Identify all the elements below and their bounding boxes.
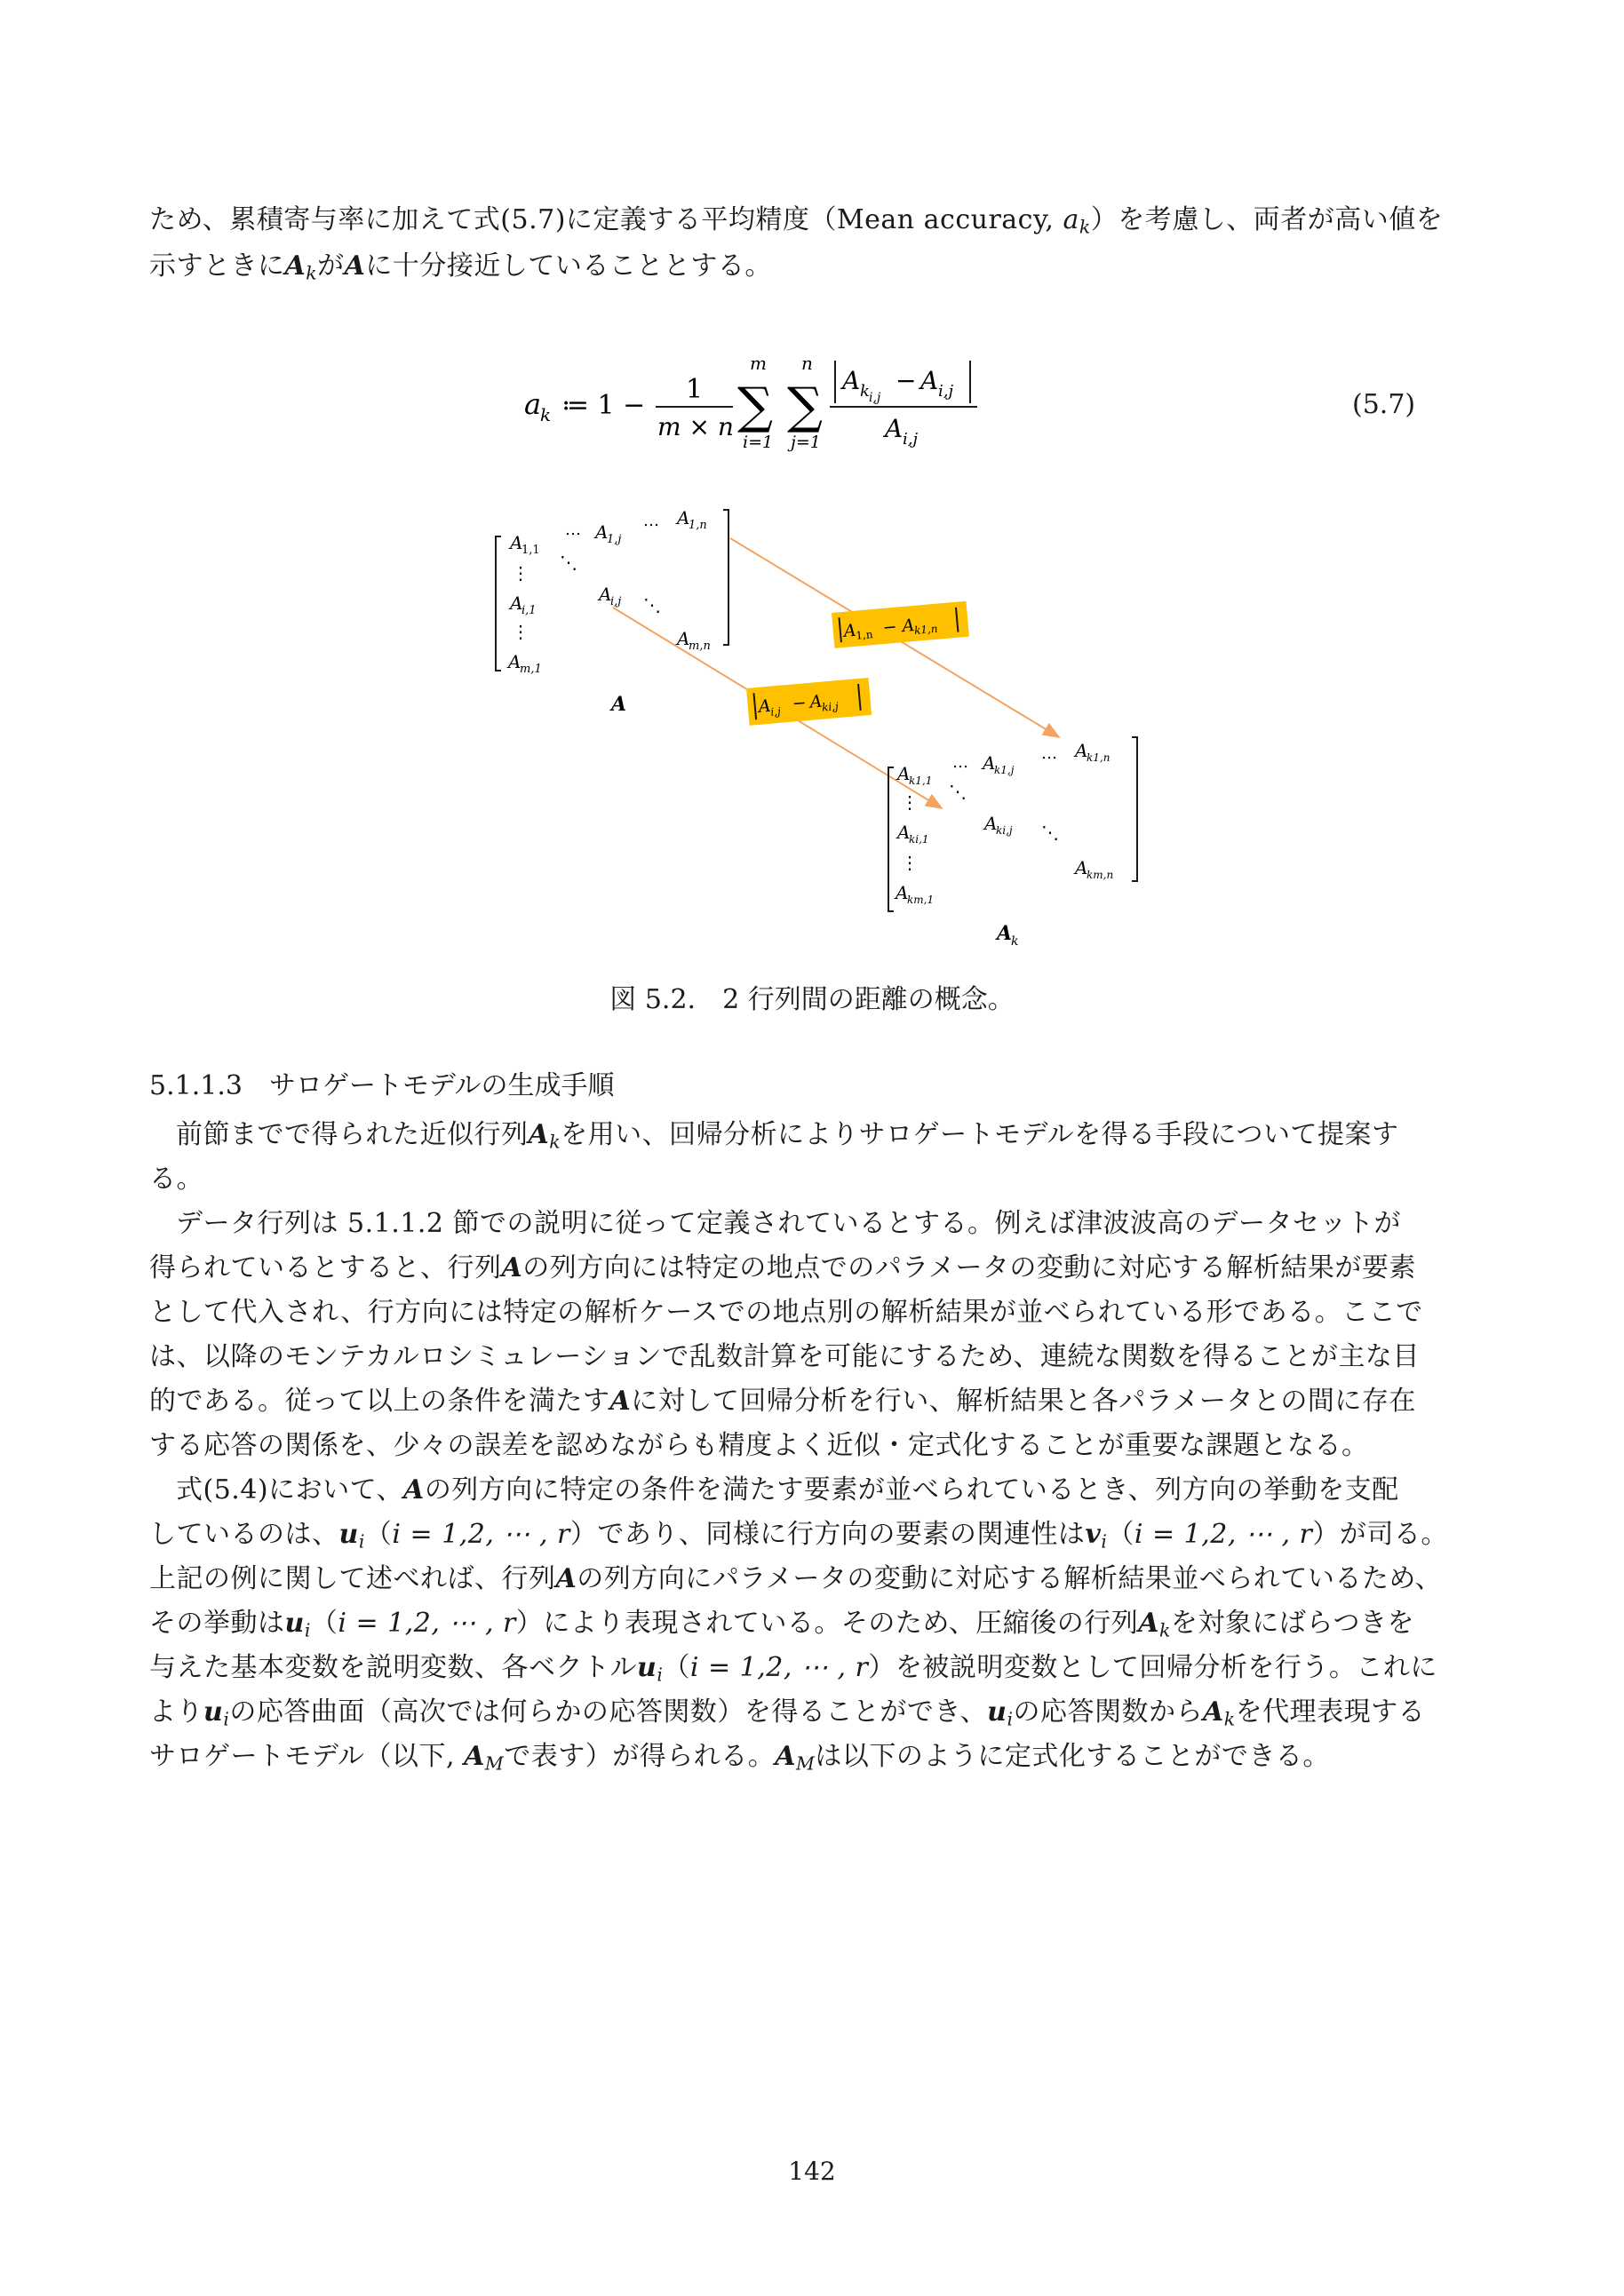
eq-lhs-sub: k (540, 404, 552, 425)
svg-text:⋮: ⋮ (512, 621, 529, 642)
svg-text:k1,n: k1,n (913, 622, 939, 637)
eq-frac-denominator: m × n (657, 412, 734, 441)
eq-num-Ak: A (842, 366, 861, 395)
svg-text:km,1: km,1 (907, 894, 935, 906)
svg-text:ki,j: ki,j (821, 700, 840, 714)
figure-caption: 図 5.2. 2 行列間の距離の概念。 (609, 984, 1015, 1015)
svg-text:km,n: km,n (1087, 869, 1114, 881)
ak11: A (897, 763, 911, 784)
svg-text:m,n: m,n (689, 640, 711, 653)
body-p3-line-4: その挙動は$u_i(i = 1,2$, ⋯ , r）により表現されている。そのため、圧縮後の行列$A_k$を対象にばらつきを (149, 1608, 1415, 1641)
eq-sum1-upper: m (750, 353, 767, 374)
svg-text:i,j: i,j (769, 704, 782, 719)
svg-text:⋮: ⋮ (512, 562, 529, 584)
body-p1-line-2: る。 (149, 1164, 203, 1195)
svg-text:1,1: 1,1 (521, 544, 540, 557)
svg-text:…: … (952, 753, 968, 772)
svg-text:1,j: 1,j (607, 533, 622, 546)
eq-sum2-upper: n (801, 353, 813, 374)
matrix-a-right-bracket (723, 510, 728, 645)
svg-text:…: … (1041, 744, 1057, 763)
figure-matrix-distance (480, 497, 1155, 959)
svg-text:ki,1: ki,1 (909, 833, 929, 846)
a1j: A (595, 521, 609, 543)
body-p2-line-4: は、以降のモンテカルロシミュレーションで乱数計算を可能にするため、連続な関数を得ることが主な目 (149, 1341, 1420, 1372)
matrix-ak-label: A (997, 922, 1013, 945)
body-p2-line-5: 的である。従って以上の条件を満たすAに対して回帰分析を行い、解析結果と各パラメータとの間に存在 (149, 1386, 1416, 1417)
matrix-a-label: A (611, 693, 627, 716)
body-p3-line-7: サロゲートモデル（以下, $A_M$で表す）が得られる。$A_M$は以下のように定式化することができる。 (149, 1741, 1330, 1775)
svg-text:k1,n: k1,n (1087, 751, 1111, 764)
svg-text:k1,1: k1,1 (909, 775, 933, 787)
matrix-ak-right-bracket (1132, 737, 1137, 881)
eq-sum1-lower: i=1 (743, 433, 774, 452)
svg-text:ki,j: ki,j (996, 824, 1013, 837)
matrix-ak-left-bracket (888, 767, 894, 911)
akm1: A (896, 882, 909, 903)
body-p1-line-1: 前節までで得られた近似行列$A_k$を用い、回帰分析によりサロゲートモデルを得る手段について提案す (176, 1119, 1399, 1153)
svg-text:1,n: 1,n (689, 519, 707, 532)
body-p3-line-5: 与えた基本変数を説明変数、各ベクトル$u_i(i = 1,2$, ⋯ , r）を被説明変数として回帰分析を行う。これに (149, 1652, 1437, 1686)
intro-line-2: 示すときに$A_k$がAに十分接近していることとする。 (149, 250, 772, 284)
highlight-box-1n (832, 601, 969, 648)
eq-num-k: k (860, 382, 870, 401)
section-heading: 5.1.1.3 サロゲートモデルの生成手順 (149, 1070, 615, 1101)
svg-text:A: A (901, 615, 916, 637)
akmn: A (1075, 857, 1088, 878)
eq-frac-numerator: 1 (686, 374, 704, 405)
svg-text:⋱: ⋱ (1041, 822, 1059, 843)
math-symbol: A (344, 250, 366, 282)
svg-text:⋱: ⋱ (643, 594, 661, 616)
svg-text:A: A (757, 695, 772, 717)
eq-den-sub: i,j (903, 430, 919, 449)
body-p2-line-1: データ行列は 5.1.1.2 節での説明に従って定義されているとする。例えば津波波高のデータセットが (176, 1208, 1402, 1239)
svg-text:1,n: 1,n (855, 628, 874, 642)
eq-lhs: a (524, 387, 542, 421)
math-symbol: a (1063, 204, 1079, 235)
page-number: 142 (788, 2157, 836, 2186)
matrix-a-left-bracket (496, 536, 501, 671)
eq-num-A: A (920, 366, 939, 395)
am1: A (508, 651, 521, 672)
math-symbol: A (284, 250, 306, 282)
a1n: A (677, 507, 690, 528)
svg-text:k: k (1011, 934, 1019, 949)
svg-text:⋱: ⋱ (949, 781, 967, 802)
body-p2-line-3: として代入され、行方向には特定の解析ケースでの地点別の解析結果が並べられている形である。ここで (149, 1297, 1423, 1328)
ai1: A (510, 592, 523, 614)
eq-num-ij: i,j (869, 391, 881, 405)
body-p3-line-3: 上記の例に関して述べれば、行列Aの列方向にパラメータの変動に対応する解析結果並べられているため、 (149, 1563, 1443, 1594)
eq-sum2-symbol: ∑ (787, 377, 823, 435)
eq-assign: ≔ 1 − (561, 390, 646, 421)
akij: A (984, 813, 998, 834)
aki1: A (897, 822, 911, 843)
amn: A (677, 628, 690, 649)
eq-den-A: A (885, 414, 904, 443)
eq-num-A-sub: i,j (938, 382, 954, 401)
highlight-box-ij (746, 678, 872, 726)
equation-5-7 (498, 343, 995, 458)
eq-sum2-lower: j=1 (791, 433, 821, 452)
svg-text:i,j: i,j (610, 595, 622, 608)
ak1n: A (1075, 740, 1088, 761)
body-p2-line-2: 得られているとすると、行列Aの列方向には特定の地点でのパラメータの変動に対応する解析結果が要素 (149, 1252, 1416, 1283)
svg-text:⋱: ⋱ (560, 552, 577, 573)
svg-text:A: A (808, 691, 824, 712)
svg-text:⋮: ⋮ (901, 852, 919, 873)
svg-text:…: … (643, 512, 659, 530)
eq-num-minus: − (896, 366, 917, 395)
svg-text:k1,j: k1,j (994, 764, 1015, 776)
svg-text:m,1: m,1 (520, 663, 542, 676)
ak1j: A (983, 752, 996, 774)
a11: A (510, 532, 523, 553)
body-p3-line-2: しているのは、$u_i(i = 1,2$, ⋯ , r）であり、同様に行方向の要素の関連性は$v_i(i = 1,2$, ⋯ , r）が司る。 (149, 1519, 1448, 1553)
svg-text:…: … (565, 520, 581, 539)
body-p3-line-6: より$u_i$の応答曲面（高次では何らかの応答関数）を得ることができ、$u_i$の応答関数から$A_k$を代理表現する (149, 1696, 1426, 1730)
svg-text:⋮: ⋮ (901, 791, 919, 813)
body-p2-line-6: する応答の関係を、少々の誤差を認めながらも精度よく近似・定式化することが重要な課題となる。 (149, 1430, 1369, 1461)
svg-text:A: A (842, 620, 857, 641)
aij: A (599, 584, 612, 605)
svg-text:i,1: i,1 (521, 604, 537, 617)
svg-text:−: − (881, 616, 898, 638)
equation-number: (5.7) (1352, 389, 1416, 420)
eq-sum1-symbol: ∑ (737, 377, 773, 435)
svg-text:−: − (791, 693, 808, 714)
intro-line-1: ため、累積寄与率に加えて式(5.7)に定義する平均精度（Mean accuracy, $a_k$）を考慮し、両者が高い値を (149, 204, 1444, 238)
body-p3-line-1: 式(5.4)において、Aの列方向に特定の条件を満たす要素が並べられているとき、列方向の挙動を支配 (176, 1474, 1399, 1506)
